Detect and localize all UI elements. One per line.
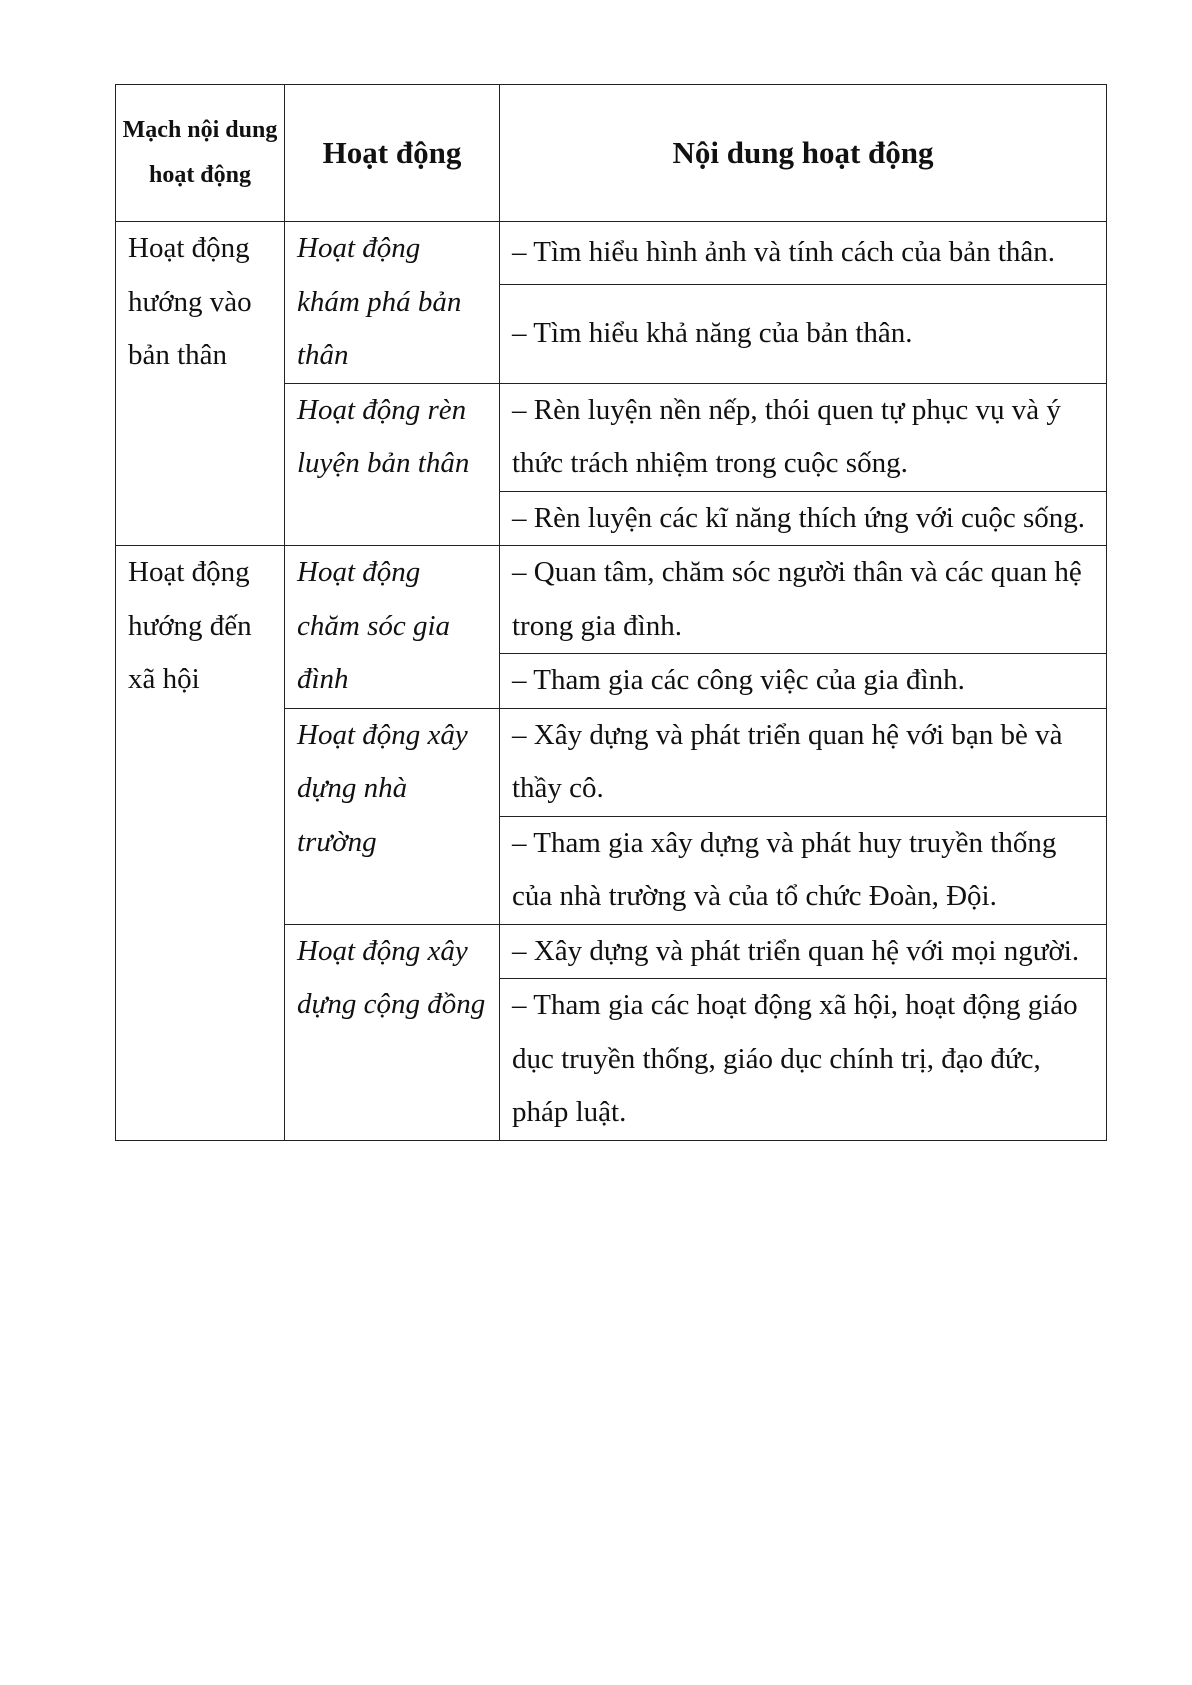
content-cell: – Xây dựng và phát triển quan hệ với bạn bè và thầy cô. [500,708,1107,816]
content-cell: – Xây dựng và phát triển quan hệ với mọi người. [500,924,1107,979]
strand-cell: Hoạt động hướng vào bản thân [116,222,285,546]
table-row [116,222,1107,285]
content-cell: – Tham gia các hoạt động xã hội, hoạt động giáo dục truyền thống, giáo dục chính trị, đạo đức, pháp luật. [500,979,1107,1141]
table-row [116,546,1107,654]
activity-cell: Hoạt động khám phá bản thân [285,222,500,384]
strand-cell: Hoạt động hướng đến xã hội [116,546,285,1141]
activity-cell: Hoạt động xây dựng cộng đồng [285,924,500,1140]
activity-cell: Hoạt động xây dựng nhà trường [285,708,500,924]
content-cell: – Quan tâm, chăm sóc người thân và các quan hệ trong gia đình. [500,546,1107,654]
content-cell: – Rèn luyện nền nếp, thói quen tự phục vụ và ý thức trách nhiệm trong cuộc sống. [500,383,1107,491]
activity-content-table [115,84,1107,1141]
content-cell: – Tham gia các công việc của gia đình. [500,654,1107,709]
content-cell: – Tìm hiểu hình ảnh và tính cách của bản thân. [500,222,1107,285]
table-header-row [116,85,1107,222]
header-strand: Mạch nội dung hoạt động [116,85,285,222]
content-cell: – Rèn luyện các kĩ năng thích ứng với cuộc sống. [500,491,1107,546]
activity-cell: Hoạt động chăm sóc gia đình [285,546,500,709]
content-cell: – Tìm hiểu khả năng của bản thân. [500,284,1107,383]
header-content: Nội dung hoạt động [500,85,1107,222]
content-cell: – Tham gia xây dựng và phát huy truyền thống của nhà trường và của tổ chức Đoàn, Đội. [500,816,1107,924]
activity-cell: Hoạt động rèn luyện bản thân [285,383,500,546]
header-activity: Hoạt động [285,85,500,222]
